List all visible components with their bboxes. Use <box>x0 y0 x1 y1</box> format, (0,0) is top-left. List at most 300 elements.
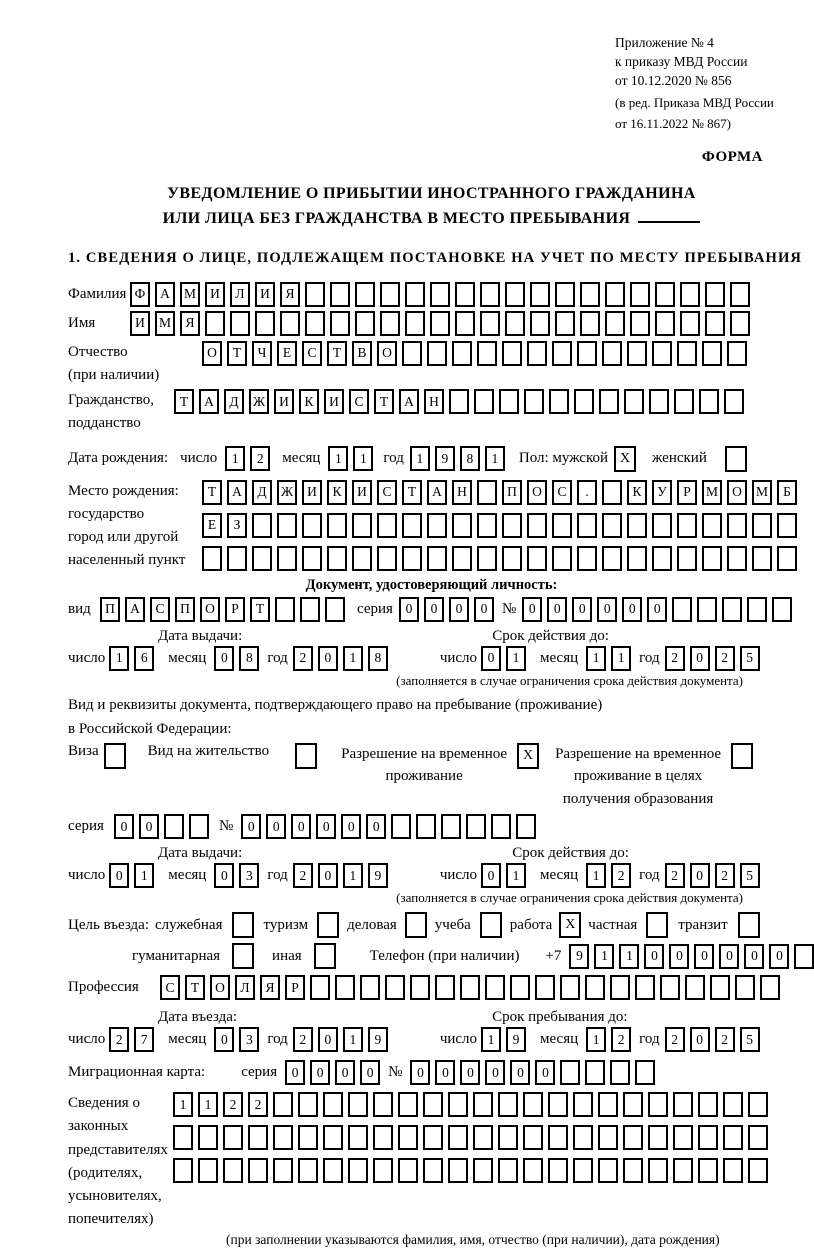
char-cell[interactable] <box>377 546 397 571</box>
char-cell[interactable] <box>498 1092 518 1117</box>
char-cell[interactable]: Я <box>260 975 280 1000</box>
char-cell[interactable] <box>385 975 405 1000</box>
char-cell[interactable]: 1 <box>198 1092 218 1117</box>
char-cell[interactable]: О <box>210 975 230 1000</box>
char-cell[interactable] <box>405 282 425 307</box>
char-cell[interactable] <box>649 389 669 414</box>
char-cell[interactable] <box>723 1092 743 1117</box>
char-cell[interactable] <box>223 1158 243 1183</box>
char-cell[interactable]: А <box>227 480 247 505</box>
char-cell[interactable]: Т <box>202 480 222 505</box>
char-cell[interactable]: 1 <box>506 863 526 888</box>
char-cell[interactable]: А <box>399 389 419 414</box>
char-cell[interactable] <box>305 311 325 336</box>
char-cell[interactable]: 1 <box>225 446 245 471</box>
char-cell[interactable]: Т <box>327 341 347 366</box>
char-cell[interactable] <box>730 311 750 336</box>
char-cell[interactable] <box>302 513 322 538</box>
char-cell[interactable] <box>398 1092 418 1117</box>
char-cell[interactable] <box>435 975 455 1000</box>
char-cell[interactable]: 0 <box>318 1027 338 1052</box>
char-cell[interactable] <box>402 513 422 538</box>
char-cell[interactable] <box>499 389 519 414</box>
char-cell[interactable]: И <box>255 282 275 307</box>
char-cell[interactable] <box>748 1125 768 1150</box>
char-cell[interactable] <box>449 389 469 414</box>
char-cell[interactable] <box>698 1125 718 1150</box>
char-cell[interactable] <box>648 1158 668 1183</box>
char-cell[interactable] <box>635 1060 655 1085</box>
char-cell[interactable]: Е <box>277 341 297 366</box>
char-cell[interactable] <box>523 1092 543 1117</box>
char-cell[interactable] <box>327 513 347 538</box>
char-cell[interactable]: В <box>352 341 372 366</box>
char-cell[interactable] <box>460 975 480 1000</box>
char-cell[interactable] <box>627 546 647 571</box>
char-cell[interactable]: Я <box>180 311 200 336</box>
char-cell[interactable] <box>498 1125 518 1150</box>
char-cell[interactable] <box>602 480 622 505</box>
char-cell[interactable]: 2 <box>611 1027 631 1052</box>
char-cell[interactable]: 1 <box>343 646 363 671</box>
char-cell[interactable] <box>352 546 372 571</box>
char-cell[interactable] <box>598 1092 618 1117</box>
char-cell[interactable] <box>552 341 572 366</box>
purpose-study-checkbox[interactable] <box>480 912 502 938</box>
char-cell[interactable]: 0 <box>647 597 667 622</box>
char-cell[interactable] <box>455 311 475 336</box>
char-cell[interactable]: О <box>202 341 222 366</box>
char-cell[interactable] <box>498 1158 518 1183</box>
char-cell[interactable] <box>705 311 725 336</box>
char-cell[interactable] <box>402 341 422 366</box>
char-cell[interactable]: 0 <box>316 814 336 839</box>
char-cell[interactable] <box>573 1092 593 1117</box>
char-cell[interactable] <box>630 311 650 336</box>
char-cell[interactable]: 9 <box>569 944 589 969</box>
char-cell[interactable] <box>252 513 272 538</box>
char-cell[interactable] <box>355 311 375 336</box>
temp-permit-checkbox[interactable]: X <box>517 743 539 769</box>
char-cell[interactable]: 2 <box>248 1092 268 1117</box>
char-cell[interactable] <box>660 975 680 1000</box>
char-cell[interactable] <box>598 1125 618 1150</box>
char-cell[interactable] <box>598 1158 618 1183</box>
char-cell[interactable] <box>202 546 222 571</box>
char-cell[interactable]: П <box>100 597 120 622</box>
char-cell[interactable] <box>273 1158 293 1183</box>
char-cell[interactable]: 0 <box>214 1027 234 1052</box>
char-cell[interactable]: 7 <box>134 1027 154 1052</box>
visa-checkbox[interactable] <box>104 743 126 769</box>
char-cell[interactable]: Д <box>252 480 272 505</box>
char-cell[interactable] <box>391 814 411 839</box>
purpose-other-checkbox[interactable] <box>314 943 336 969</box>
char-cell[interactable]: 1 <box>586 863 606 888</box>
char-cell[interactable] <box>605 311 625 336</box>
char-cell[interactable] <box>530 282 550 307</box>
char-cell[interactable]: 0 <box>366 814 386 839</box>
char-cell[interactable]: И <box>205 282 225 307</box>
char-cell[interactable]: 0 <box>214 646 234 671</box>
sex-male-checkbox[interactable]: X <box>614 446 636 472</box>
char-cell[interactable] <box>627 341 647 366</box>
char-cell[interactable] <box>610 1060 630 1085</box>
char-cell[interactable] <box>427 546 447 571</box>
char-cell[interactable]: К <box>299 389 319 414</box>
char-cell[interactable]: П <box>175 597 195 622</box>
char-cell[interactable]: 0 <box>360 1060 380 1085</box>
char-cell[interactable] <box>330 311 350 336</box>
char-cell[interactable]: 2 <box>293 646 313 671</box>
char-cell[interactable] <box>248 1158 268 1183</box>
char-cell[interactable] <box>760 975 780 1000</box>
char-cell[interactable]: 1 <box>485 446 505 471</box>
purpose-official-checkbox[interactable] <box>232 912 254 938</box>
char-cell[interactable] <box>727 341 747 366</box>
char-cell[interactable] <box>772 597 792 622</box>
char-cell[interactable] <box>448 1092 468 1117</box>
char-cell[interactable] <box>630 282 650 307</box>
char-cell[interactable] <box>535 975 555 1000</box>
char-cell[interactable]: Б <box>777 480 797 505</box>
char-cell[interactable] <box>402 546 422 571</box>
char-cell[interactable]: 2 <box>665 646 685 671</box>
char-cell[interactable]: Ч <box>252 341 272 366</box>
char-cell[interactable]: С <box>160 975 180 1000</box>
char-cell[interactable] <box>705 282 725 307</box>
char-cell[interactable] <box>323 1092 343 1117</box>
char-cell[interactable] <box>491 814 511 839</box>
char-cell[interactable] <box>624 389 644 414</box>
char-cell[interactable] <box>652 546 672 571</box>
char-cell[interactable]: Ж <box>249 389 269 414</box>
char-cell[interactable]: 0 <box>318 863 338 888</box>
char-cell[interactable] <box>373 1125 393 1150</box>
char-cell[interactable] <box>610 975 630 1000</box>
char-cell[interactable] <box>473 1125 493 1150</box>
char-cell[interactable] <box>223 1125 243 1150</box>
char-cell[interactable]: 3 <box>239 1027 259 1052</box>
char-cell[interactable]: О <box>727 480 747 505</box>
char-cell[interactable] <box>599 389 619 414</box>
char-cell[interactable]: Т <box>374 389 394 414</box>
char-cell[interactable] <box>673 1158 693 1183</box>
char-cell[interactable] <box>348 1092 368 1117</box>
char-cell[interactable]: 0 <box>318 646 338 671</box>
char-cell[interactable]: 0 <box>690 1027 710 1052</box>
char-cell[interactable] <box>747 597 767 622</box>
char-cell[interactable] <box>730 282 750 307</box>
char-cell[interactable] <box>680 311 700 336</box>
char-cell[interactable] <box>722 597 742 622</box>
char-cell[interactable] <box>423 1125 443 1150</box>
char-cell[interactable]: 5 <box>740 646 760 671</box>
char-cell[interactable] <box>580 282 600 307</box>
char-cell[interactable]: 0 <box>690 863 710 888</box>
char-cell[interactable] <box>524 389 544 414</box>
char-cell[interactable] <box>360 975 380 1000</box>
char-cell[interactable] <box>380 282 400 307</box>
char-cell[interactable] <box>677 546 697 571</box>
char-cell[interactable] <box>480 282 500 307</box>
char-cell[interactable]: Р <box>225 597 245 622</box>
char-cell[interactable] <box>252 546 272 571</box>
char-cell[interactable]: 1 <box>481 1027 501 1052</box>
char-cell[interactable]: 0 <box>335 1060 355 1085</box>
char-cell[interactable]: О <box>377 341 397 366</box>
temp-permit-edu-checkbox[interactable] <box>731 743 753 769</box>
char-cell[interactable]: 8 <box>460 446 480 471</box>
char-cell[interactable] <box>230 311 250 336</box>
char-cell[interactable] <box>527 341 547 366</box>
char-cell[interactable] <box>310 975 330 1000</box>
char-cell[interactable]: И <box>274 389 294 414</box>
char-cell[interactable]: 0 <box>241 814 261 839</box>
char-cell[interactable] <box>530 311 550 336</box>
char-cell[interactable]: 5 <box>740 863 760 888</box>
char-cell[interactable] <box>302 546 322 571</box>
char-cell[interactable] <box>777 513 797 538</box>
char-cell[interactable] <box>275 597 295 622</box>
char-cell[interactable]: 1 <box>173 1092 193 1117</box>
char-cell[interactable]: О <box>200 597 220 622</box>
char-cell[interactable] <box>423 1158 443 1183</box>
char-cell[interactable] <box>523 1125 543 1150</box>
char-cell[interactable] <box>448 1158 468 1183</box>
char-cell[interactable] <box>198 1158 218 1183</box>
char-cell[interactable] <box>677 341 697 366</box>
char-cell[interactable] <box>673 1125 693 1150</box>
char-cell[interactable]: 0 <box>449 597 469 622</box>
char-cell[interactable] <box>305 282 325 307</box>
char-cell[interactable]: 0 <box>694 944 714 969</box>
char-cell[interactable] <box>430 311 450 336</box>
char-cell[interactable] <box>549 389 569 414</box>
char-cell[interactable]: 0 <box>485 1060 505 1085</box>
char-cell[interactable] <box>635 975 655 1000</box>
char-cell[interactable] <box>552 546 572 571</box>
char-cell[interactable] <box>348 1158 368 1183</box>
char-cell[interactable]: 1 <box>594 944 614 969</box>
char-cell[interactable]: М <box>702 480 722 505</box>
char-cell[interactable] <box>602 341 622 366</box>
char-cell[interactable] <box>574 389 594 414</box>
char-cell[interactable] <box>523 1158 543 1183</box>
char-cell[interactable] <box>602 513 622 538</box>
char-cell[interactable]: 1 <box>410 446 430 471</box>
char-cell[interactable]: 2 <box>715 1027 735 1052</box>
char-cell[interactable]: О <box>527 480 547 505</box>
char-cell[interactable] <box>560 975 580 1000</box>
char-cell[interactable]: 0 <box>460 1060 480 1085</box>
char-cell[interactable] <box>455 282 475 307</box>
char-cell[interactable]: И <box>324 389 344 414</box>
char-cell[interactable] <box>623 1125 643 1150</box>
char-cell[interactable]: С <box>150 597 170 622</box>
char-cell[interactable]: А <box>125 597 145 622</box>
char-cell[interactable] <box>405 311 425 336</box>
char-cell[interactable] <box>327 546 347 571</box>
char-cell[interactable] <box>672 597 692 622</box>
char-cell[interactable]: 0 <box>435 1060 455 1085</box>
char-cell[interactable]: 0 <box>572 597 592 622</box>
char-cell[interactable] <box>335 975 355 1000</box>
char-cell[interactable] <box>724 389 744 414</box>
char-cell[interactable]: Т <box>174 389 194 414</box>
char-cell[interactable] <box>323 1158 343 1183</box>
char-cell[interactable] <box>410 975 430 1000</box>
char-cell[interactable] <box>298 1125 318 1150</box>
char-cell[interactable] <box>480 311 500 336</box>
char-cell[interactable] <box>173 1158 193 1183</box>
char-cell[interactable]: 0 <box>510 1060 530 1085</box>
char-cell[interactable] <box>198 1125 218 1150</box>
char-cell[interactable] <box>164 814 184 839</box>
char-cell[interactable]: 0 <box>410 1060 430 1085</box>
char-cell[interactable]: 0 <box>547 597 567 622</box>
char-cell[interactable] <box>298 1092 318 1117</box>
char-cell[interactable] <box>580 311 600 336</box>
char-cell[interactable]: 0 <box>285 1060 305 1085</box>
char-cell[interactable]: 1 <box>611 646 631 671</box>
char-cell[interactable] <box>577 546 597 571</box>
char-cell[interactable]: 1 <box>328 446 348 471</box>
char-cell[interactable] <box>727 546 747 571</box>
char-cell[interactable]: П <box>502 480 522 505</box>
char-cell[interactable] <box>485 975 505 1000</box>
char-cell[interactable] <box>552 513 572 538</box>
char-cell[interactable] <box>655 282 675 307</box>
char-cell[interactable] <box>477 480 497 505</box>
char-cell[interactable]: 0 <box>474 597 494 622</box>
char-cell[interactable]: 1 <box>109 646 129 671</box>
char-cell[interactable] <box>652 513 672 538</box>
purpose-humanitarian-checkbox[interactable] <box>232 943 254 969</box>
purpose-private-checkbox[interactable] <box>646 912 668 938</box>
char-cell[interactable] <box>605 282 625 307</box>
char-cell[interactable] <box>355 282 375 307</box>
char-cell[interactable]: Т <box>402 480 422 505</box>
char-cell[interactable]: 9 <box>368 1027 388 1052</box>
char-cell[interactable] <box>560 1060 580 1085</box>
char-cell[interactable] <box>573 1125 593 1150</box>
char-cell[interactable]: 0 <box>597 597 617 622</box>
char-cell[interactable] <box>466 814 486 839</box>
char-cell[interactable] <box>702 546 722 571</box>
char-cell[interactable]: Т <box>250 597 270 622</box>
char-cell[interactable] <box>548 1092 568 1117</box>
char-cell[interactable] <box>427 513 447 538</box>
char-cell[interactable] <box>527 546 547 571</box>
char-cell[interactable]: 0 <box>769 944 789 969</box>
char-cell[interactable] <box>527 513 547 538</box>
char-cell[interactable]: 8 <box>239 646 259 671</box>
char-cell[interactable]: 0 <box>481 863 501 888</box>
char-cell[interactable]: 2 <box>223 1092 243 1117</box>
char-cell[interactable] <box>555 311 575 336</box>
char-cell[interactable]: 9 <box>435 446 455 471</box>
char-cell[interactable] <box>735 975 755 1000</box>
char-cell[interactable]: И <box>302 480 322 505</box>
char-cell[interactable] <box>227 546 247 571</box>
char-cell[interactable] <box>648 1125 668 1150</box>
char-cell[interactable] <box>477 513 497 538</box>
char-cell[interactable] <box>441 814 461 839</box>
char-cell[interactable] <box>702 513 722 538</box>
char-cell[interactable] <box>677 513 697 538</box>
char-cell[interactable] <box>452 513 472 538</box>
char-cell[interactable] <box>427 341 447 366</box>
char-cell[interactable]: 0 <box>622 597 642 622</box>
char-cell[interactable] <box>352 513 372 538</box>
page-number-blank[interactable] <box>638 209 700 223</box>
char-cell[interactable] <box>723 1125 743 1150</box>
purpose-transit-checkbox[interactable] <box>738 912 760 938</box>
char-cell[interactable] <box>280 311 300 336</box>
char-cell[interactable]: 0 <box>266 814 286 839</box>
char-cell[interactable] <box>627 513 647 538</box>
char-cell[interactable] <box>277 546 297 571</box>
char-cell[interactable] <box>502 341 522 366</box>
char-cell[interactable]: И <box>352 480 372 505</box>
char-cell[interactable] <box>674 389 694 414</box>
char-cell[interactable]: 9 <box>506 1027 526 1052</box>
char-cell[interactable] <box>477 546 497 571</box>
char-cell[interactable]: И <box>130 311 150 336</box>
char-cell[interactable] <box>752 513 772 538</box>
char-cell[interactable] <box>655 311 675 336</box>
char-cell[interactable] <box>502 546 522 571</box>
char-cell[interactable] <box>648 1092 668 1117</box>
char-cell[interactable]: 0 <box>424 597 444 622</box>
char-cell[interactable]: Н <box>452 480 472 505</box>
purpose-business-checkbox[interactable] <box>405 912 427 938</box>
char-cell[interactable] <box>702 341 722 366</box>
char-cell[interactable]: Ж <box>277 480 297 505</box>
char-cell[interactable]: 0 <box>291 814 311 839</box>
char-cell[interactable] <box>548 1158 568 1183</box>
char-cell[interactable]: 0 <box>481 646 501 671</box>
char-cell[interactable]: 9 <box>368 863 388 888</box>
char-cell[interactable]: 0 <box>690 646 710 671</box>
char-cell[interactable]: 0 <box>644 944 664 969</box>
char-cell[interactable] <box>502 513 522 538</box>
char-cell[interactable]: У <box>652 480 672 505</box>
char-cell[interactable] <box>697 597 717 622</box>
char-cell[interactable] <box>205 311 225 336</box>
char-cell[interactable]: 1 <box>343 1027 363 1052</box>
char-cell[interactable]: 0 <box>399 597 419 622</box>
char-cell[interactable] <box>189 814 209 839</box>
char-cell[interactable]: 2 <box>665 863 685 888</box>
sex-female-checkbox[interactable] <box>725 446 747 472</box>
char-cell[interactable]: 0 <box>109 863 129 888</box>
char-cell[interactable]: Ф <box>130 282 150 307</box>
char-cell[interactable] <box>727 513 747 538</box>
char-cell[interactable]: Н <box>424 389 444 414</box>
char-cell[interactable]: Л <box>230 282 250 307</box>
char-cell[interactable] <box>548 1125 568 1150</box>
char-cell[interactable] <box>777 546 797 571</box>
char-cell[interactable] <box>273 1092 293 1117</box>
char-cell[interactable] <box>277 513 297 538</box>
char-cell[interactable]: А <box>427 480 447 505</box>
char-cell[interactable]: 0 <box>669 944 689 969</box>
char-cell[interactable] <box>602 546 622 571</box>
char-cell[interactable] <box>452 341 472 366</box>
char-cell[interactable] <box>698 1158 718 1183</box>
